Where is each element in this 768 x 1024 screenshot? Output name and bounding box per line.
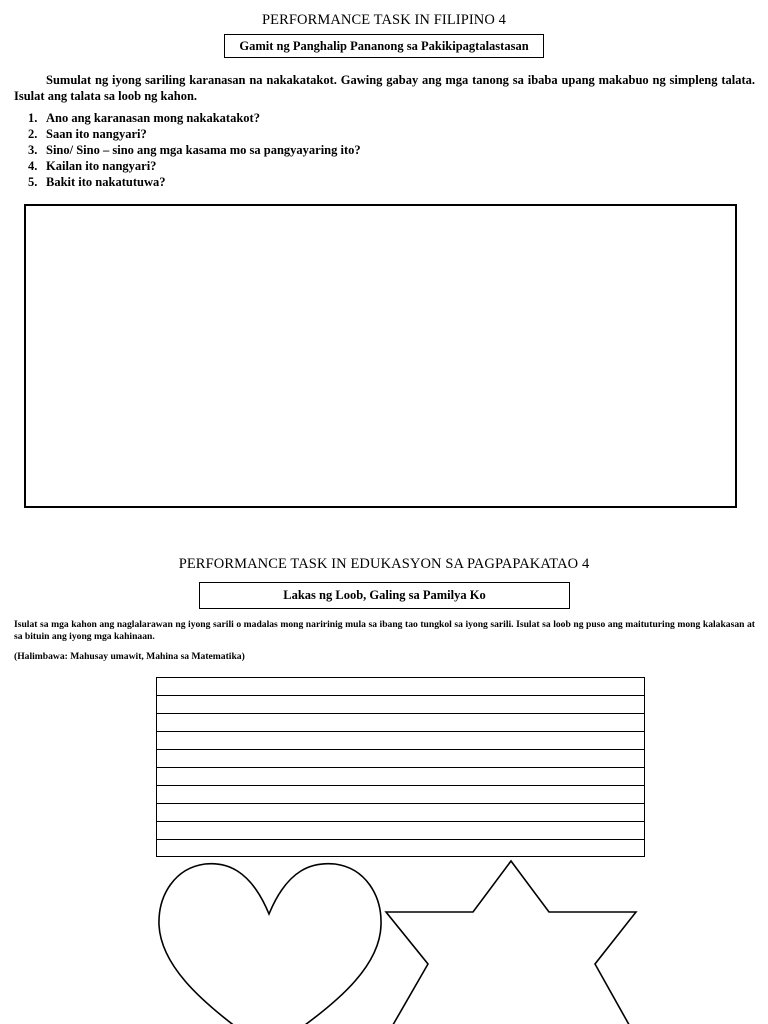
question-text: Sino/ Sino – sino ang mga kasama mo sa pangyayaring ito? [46, 143, 361, 157]
question-number: 3. [28, 143, 38, 157]
star-icon[interactable] [386, 861, 636, 1024]
question-number: 1. [28, 111, 38, 125]
esp-instructions: Isulat sa mga kahon ang naglalarawan ng iyong sarili o madalas mong naririnig mula sa ibang tao tungkol sa iyong sarili. Isulat sa loob ng puso ang maituturing mong kalakasan at sa bituin ang iyong mga kahinaan. [14, 619, 755, 642]
esp-subtitle: Lakas ng Loob, Galing sa Pamilya Ko [199, 582, 570, 609]
question-number: 4. [28, 159, 38, 173]
filipino-subtitle: Gamit ng Panghalip Pananong sa Pakikipagtalastasan [224, 34, 544, 58]
filipino-title: PERFORMANCE TASK IN FILIPINO 4 [261, 12, 507, 28]
question-text: Bakit ito nakatutuwa? [46, 175, 166, 189]
question-text: Ano ang karanasan mong nakakatakot? [46, 111, 260, 125]
esp-example: (Halimbawa: Mahusay umawit, Mahina sa Matematika) [14, 651, 245, 662]
question-number: 5. [28, 175, 38, 189]
heart-icon[interactable] [159, 864, 381, 1024]
esp-title: PERFORMANCE TASK IN EDUKASYON SA PAGPAPAKATAO 4 [178, 556, 590, 572]
question-text: Saan ito nangyari? [46, 127, 147, 141]
question-text: Kailan ito nangyari? [46, 159, 157, 173]
question-number: 2. [28, 127, 38, 141]
filipino-instructions: Sumulat ng iyong sariling karanasan na nakakatakot. Gawing gabay ang mga tanong sa ibaba upang makabuo ng simpleng talata. Isulat ang talata sa loob ng kahon. [14, 73, 755, 103]
